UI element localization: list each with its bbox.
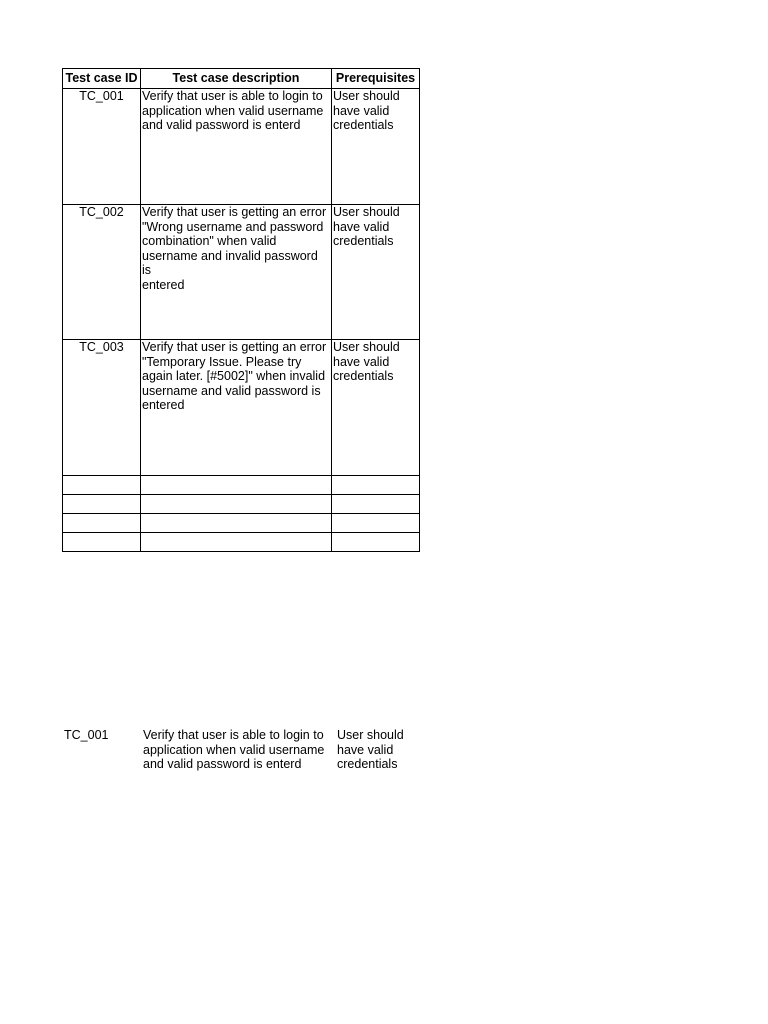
prerequisites-cell: User should have valid credentials <box>332 205 420 340</box>
header-row <box>63 69 420 89</box>
header-test-case-id: Test case ID <box>63 69 141 89</box>
test-case-description-cell: Verify that user is getting an error "Temporary Issue. Please try again later. [#5002]" when invalid username and valid password is entered <box>141 340 332 476</box>
empty-cell <box>332 533 420 552</box>
empty-cell <box>63 495 141 514</box>
test-case-id-cell: TC_001 <box>63 89 141 205</box>
loose-test-case-description: Verify that user is able to login to application when valid username and valid password is enterd <box>143 728 325 771</box>
table-row <box>63 340 420 476</box>
empty-cell <box>332 495 420 514</box>
loose-prerequisites: User should have valid credentials <box>337 728 404 771</box>
empty-cell <box>332 476 420 495</box>
prerequisites-cell: User should have valid credentials <box>332 340 420 476</box>
table-row <box>63 205 420 340</box>
empty-cell <box>63 514 141 533</box>
table-row <box>63 89 420 205</box>
empty-cell <box>141 476 332 495</box>
test-case-description-cell: Verify that user is getting an error "Wrong username and password combination" when valid username and invalid password is entered <box>141 205 332 340</box>
empty-table-row <box>63 514 420 533</box>
empty-cell <box>141 514 332 533</box>
header-prerequisites: Prerequisites <box>332 69 420 89</box>
empty-table-row <box>63 476 420 495</box>
test-case-table <box>62 68 420 552</box>
empty-cell <box>332 514 420 533</box>
loose-test-case-id: TC_001 <box>64 728 109 742</box>
test-case-description-cell: Verify that user is able to login to application when valid username and valid password is enterd <box>141 89 332 205</box>
empty-cell <box>63 533 141 552</box>
empty-table-row <box>63 495 420 514</box>
test-case-id-cell: TC_003 <box>63 340 141 476</box>
empty-cell <box>141 533 332 552</box>
prerequisites-cell: User should have valid credentials <box>332 89 420 205</box>
test-case-id-cell: TC_002 <box>63 205 141 340</box>
header-test-case-description: Test case description <box>141 69 332 89</box>
empty-cell <box>63 476 141 495</box>
empty-table-row <box>63 533 420 552</box>
empty-cell <box>141 495 332 514</box>
